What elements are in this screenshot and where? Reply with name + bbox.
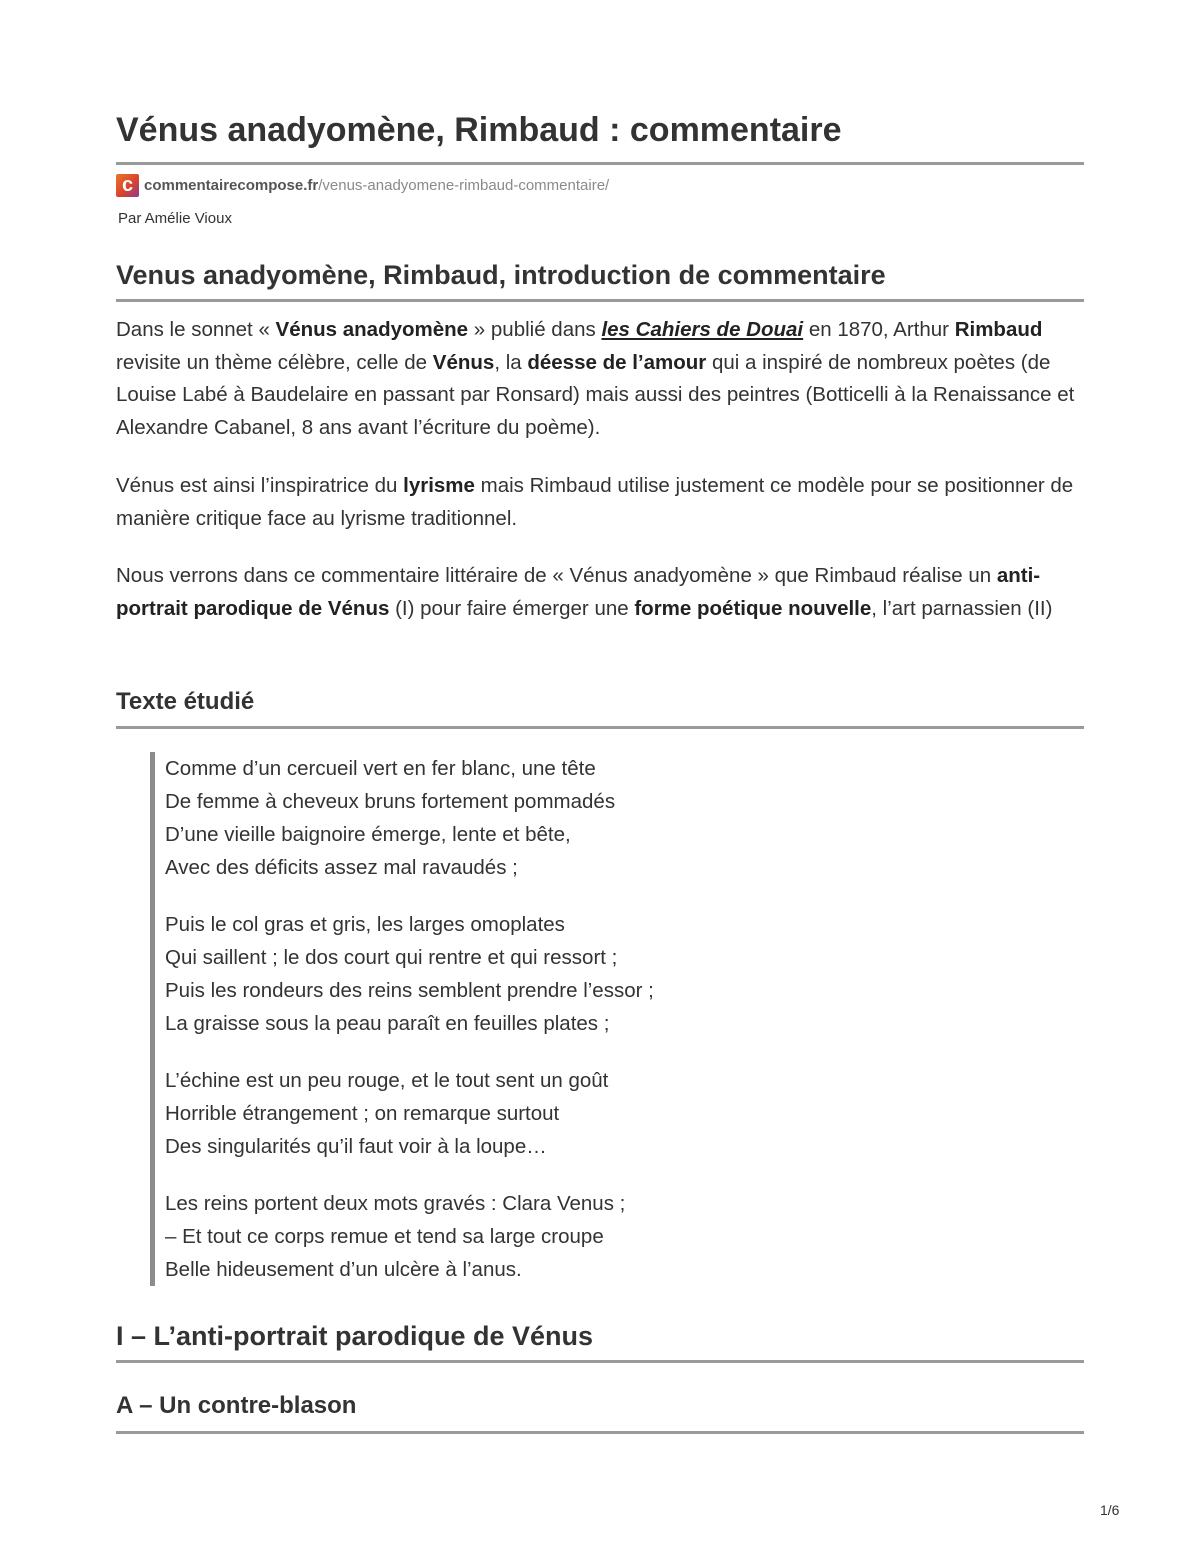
poem-line: Qui saillent ; le dos court qui rentre et qui ressort ; [165, 946, 618, 969]
intro-heading: Venus anadyomène, Rimbaud, introduction de commentaire [116, 260, 886, 290]
intro-paragraph-2: Vénus est ainsi l’inspiratrice du lyrisme mais Rimbaud utilise justement ce modèle pour se positionner de manière critique face au lyrisme traditionnel. [116, 474, 1074, 530]
site-favicon-icon: c [116, 174, 139, 197]
poem-stanza-4 [165, 1187, 855, 1286]
intro-heading-divider [116, 299, 1084, 302]
part1-heading-divider [116, 1360, 1084, 1363]
page-number: 1/6 [1100, 1502, 1120, 1518]
source-path[interactable]: /venus-anadyomene-rimbaud-commentaire/ [318, 176, 610, 194]
poem-line: De femme à cheveux bruns fortement pommadés [165, 790, 616, 813]
poem-line: Comme d’un cercueil vert en fer blanc, une tête [165, 757, 596, 780]
poem-stanza-2 [165, 908, 855, 1040]
poem-line: Horrible étrangement ; on remarque surtout [165, 1102, 560, 1125]
poem-stanza-3 [165, 1064, 855, 1163]
title-divider [116, 162, 1084, 165]
poem-line: Des singularités qu’il faut voir à la loupe… [165, 1135, 547, 1158]
poem-line: La graisse sous la peau paraît en feuilles plates ; [165, 1012, 610, 1035]
poem-blockquote [150, 752, 855, 1286]
intro-paragraph-3: Nous verrons dans ce commentaire littéraire de « Vénus anadyomène » que Rimbaud réalise un anti-portrait parodique de Vénus (I) pour faire émerger une forme poétique nouvelle, l’art parnassien (II) [116, 564, 1053, 620]
source-domain[interactable]: commentairecompose.fr [144, 176, 319, 194]
poem-line: Belle hideusement d’un ulcère à l’anus. [165, 1258, 522, 1281]
poem-stanza-1 [165, 752, 855, 884]
source-link[interactable] [116, 172, 609, 198]
poem-heading-divider [116, 726, 1084, 729]
author-byline: Par Amélie Vioux [118, 210, 232, 227]
cahiers-de-douai-link[interactable]: les Cahiers de Douai [601, 318, 804, 341]
part1-subheading: A – Un contre-blason [116, 1392, 357, 1419]
intro-paragraph-1: Dans le sonnet « Vénus anadyomène » publié dans les Cahiers de Douai en 1870, Arthur Rimbaud revisite un thème célèbre, celle de Vénus, la déesse de l’amour qui a inspiré de nombreux poètes (de Louise Labé à Baudelaire en passant par Ronsard) mais aussi des peintres (Botticelli à la Renaissance et Alexandre Cabanel, 8 ans avant l’écriture du poème). [116, 318, 1075, 439]
poem-heading: Texte étudié [116, 688, 255, 715]
poem-line: L’échine est un peu rouge, et le tout sent un goût [165, 1069, 609, 1092]
poem-line: Avec des déficits assez mal ravaudés ; [165, 856, 518, 879]
part1-heading: I – L’anti-portrait parodique de Vénus [116, 1321, 594, 1351]
poem-line: Puis les rondeurs des reins semblent prendre l’essor ; [165, 979, 654, 1002]
poem-line: D’une vieille baignoire émerge, lente et bête, [165, 823, 571, 846]
poem-line: Puis le col gras et gris, les larges omoplates [165, 913, 565, 936]
poem-line: Les reins portent deux mots gravés : Clara Venus ; [165, 1192, 626, 1215]
poem-line: – Et tout ce corps remue et tend sa large croupe [165, 1225, 604, 1248]
part1-subheading-divider [116, 1431, 1084, 1434]
page-title: Vénus anadyomène, Rimbaud : commentaire [116, 111, 842, 149]
